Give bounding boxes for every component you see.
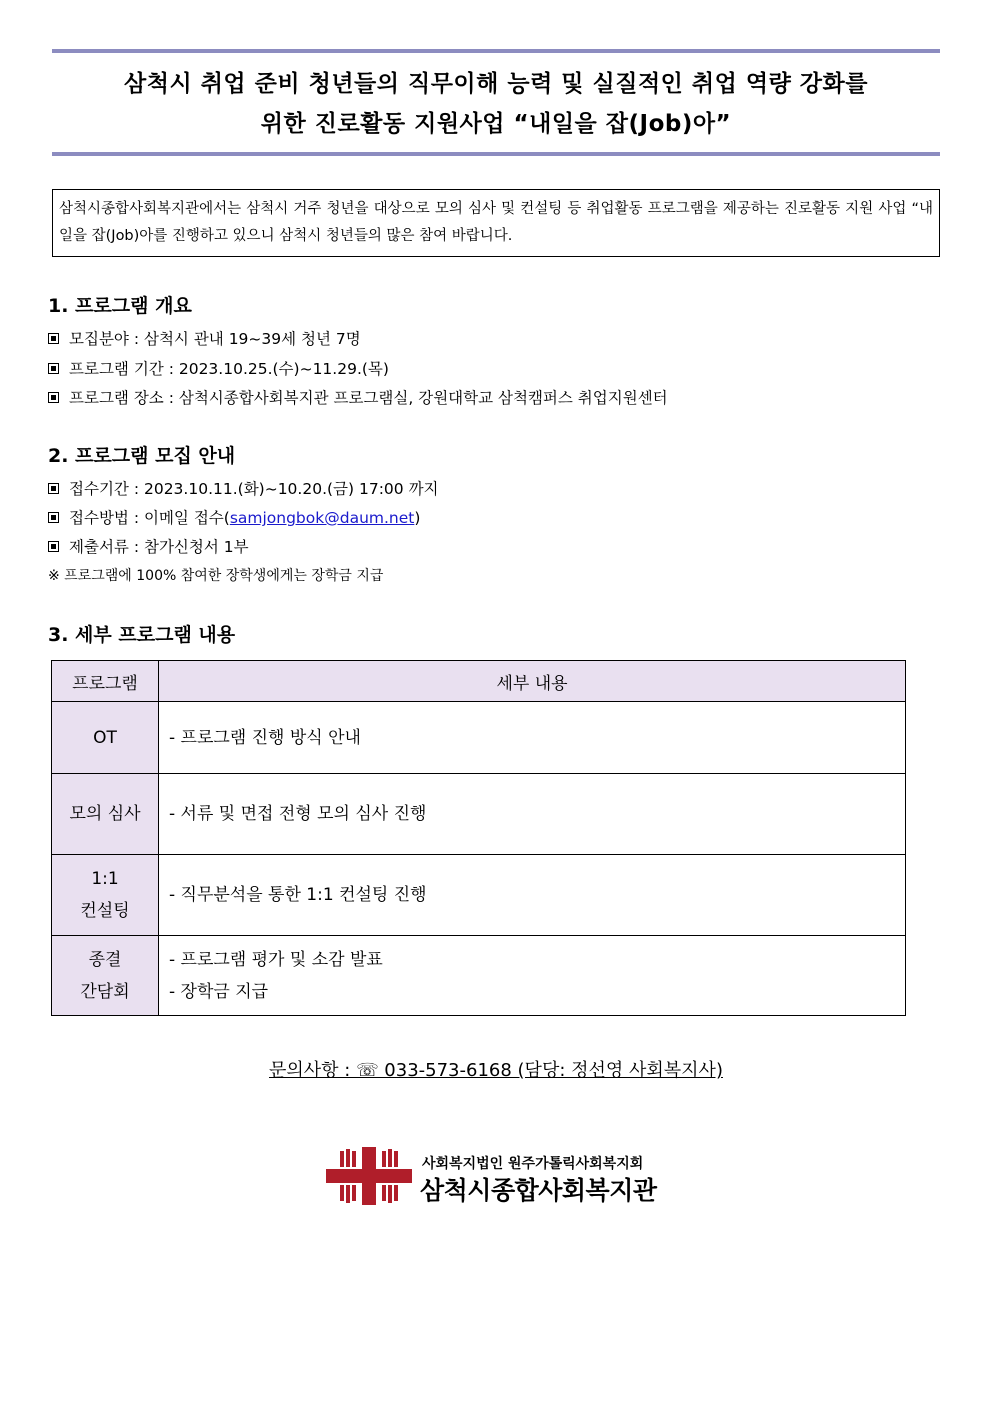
contact-info: 문의사항 : ☏ 033-573-6168 (담당: 정선영 사회복지사) (269, 1060, 723, 1081)
table-header-row (52, 661, 906, 702)
title-line-2: 위한 진로활동 지원사업 “내일을 잡(Job)아” (260, 111, 732, 137)
section2-heading: 2. 프로그램 모집 안내 (48, 445, 236, 467)
section2-item: 접수기간 : 2023.10.11.(화)~10.20.(금) 17:00 까지 (48, 477, 439, 499)
title-line-1: 삼척시 취업 준비 청년들의 직무이해 능력 및 실질적인 취업 역량 강화를 (124, 71, 868, 97)
logo (326, 1147, 666, 1207)
program-table (51, 660, 906, 1016)
square-bullet-icon (48, 363, 59, 374)
program-detail: - 프로그램 진행 방식 안내 (159, 702, 906, 774)
logo-subtitle: 사회복지법인 원주가톨릭사회복지회 (422, 1156, 644, 1172)
table-row (52, 702, 906, 774)
table-row (52, 774, 906, 855)
email-link[interactable]: samjongbok@daum.net (229, 509, 415, 527)
program-detail: - 프로그램 평가 및 소감 발표 - 장학금 지급 (159, 936, 906, 1016)
square-bullet-icon (48, 392, 59, 403)
top-rule (52, 49, 940, 53)
section3-heading: 3. 세부 프로그램 내용 (48, 624, 236, 646)
program-detail: - 서류 및 면접 전형 모의 심사 진행 (159, 774, 906, 855)
scholarship-note: ※ 프로그램에 100% 참여한 장학생에게는 장학금 지급 (48, 568, 384, 584)
page-title (52, 64, 940, 144)
square-bullet-icon (48, 483, 59, 494)
table-row (52, 936, 906, 1016)
section2-item: 제출서류 : 참가신청서 1부 (48, 535, 249, 557)
table-row (52, 855, 906, 936)
program-name: 1:1 컨설팅 (52, 855, 159, 936)
bottom-rule (52, 152, 940, 156)
col-detail-header: 세부 내용 (159, 661, 906, 702)
cross-logo-icon (326, 1147, 412, 1205)
section1-item: 프로그램 장소 : 삼척시종합사회복지관 프로그램실, 강원대학교 삼척캠퍼스 취업지원센터 (48, 386, 668, 408)
square-bullet-icon (48, 541, 59, 552)
col-program-header: 프로그램 (52, 661, 159, 702)
section1-heading: 1. 프로그램 개요 (48, 295, 192, 317)
square-bullet-icon (48, 512, 59, 523)
section1-item: 모집분야 : 삼척시 관내 19~39세 청년 7명 (48, 327, 361, 349)
program-name: OT (52, 702, 159, 774)
logo-name: 삼척시종합사회복지관 (420, 1176, 657, 1205)
program-detail: - 직무분석을 통한 1:1 컨설팅 진행 (159, 855, 906, 936)
square-bullet-icon (48, 333, 59, 344)
section2-item: 접수방법 : 이메일 접수(samjongbok@daum.net) (48, 506, 420, 528)
program-name: 종결 간담회 (52, 936, 159, 1016)
program-name: 모의 심사 (52, 774, 159, 855)
section1-item: 프로그램 기간 : 2023.10.25.(수)~11.29.(목) (48, 357, 389, 379)
intro-box: 삼척시종합사회복지관에서는 삼척시 거주 청년을 대상으로 모의 심사 및 컨설팅 등 취업활동 프로그램을 제공하는 진로활동 지원 사업 “내일을 잡(Job)아를 진행하고 있으니 삼척시 청년들의 많은 참여 바랍니다. (52, 189, 940, 257)
